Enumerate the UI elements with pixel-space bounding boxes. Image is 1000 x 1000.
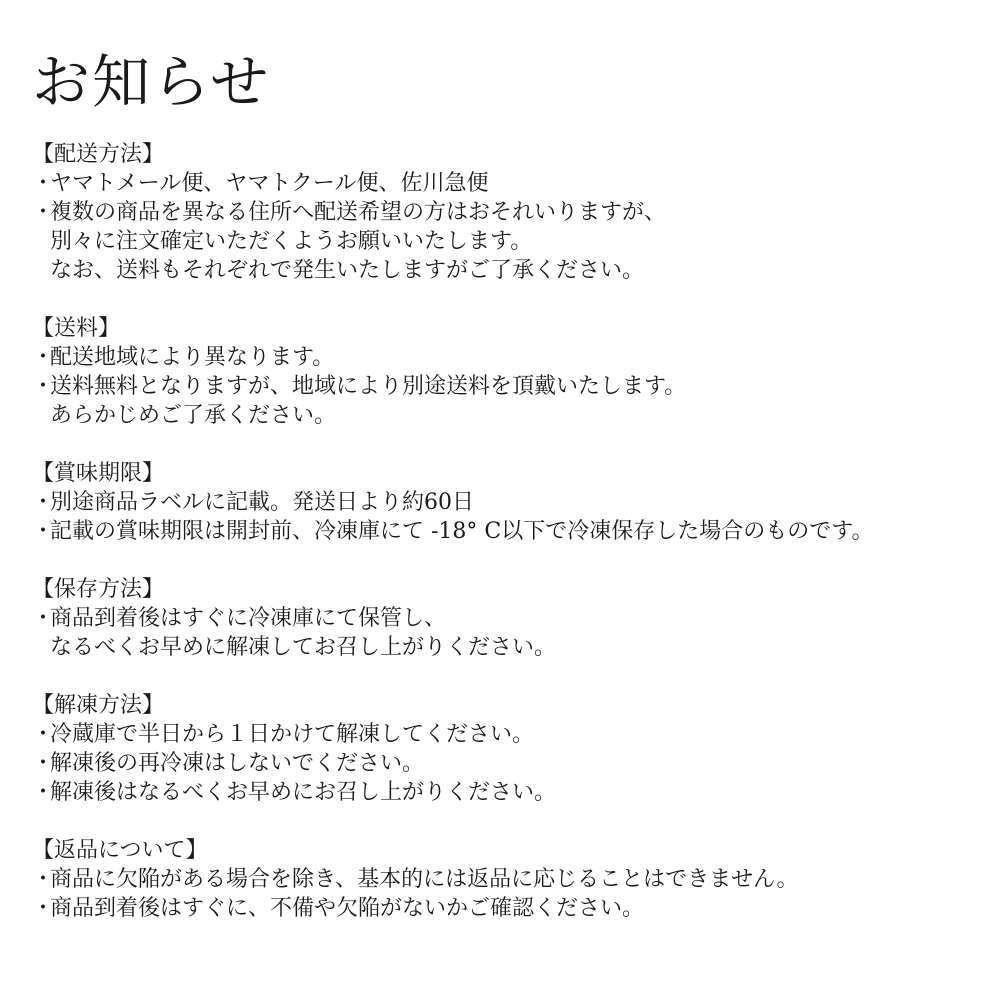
- bullet-mark: ・: [32, 780, 55, 805]
- line-text: 記載の賞味期限は開封前、冷凍庫にて -18° C以下で冷凍保存した場合のものです。: [50, 519, 874, 544]
- notice-line: [32, 198, 992, 227]
- line-text: なるべくお早めに解凍してお召し上がりください。: [50, 635, 557, 660]
- line-text: あらかじめご了承ください。: [50, 403, 337, 428]
- notice-line: [32, 227, 992, 256]
- section-heading: 【保存方法】: [32, 577, 165, 602]
- bullet-mark: ・: [32, 490, 55, 515]
- notice-line: [32, 894, 992, 923]
- bullet-mark: ・: [32, 171, 55, 196]
- line-text: 商品到着後はすぐに、不備や欠陥がないかご確認ください。: [50, 896, 645, 921]
- bullet-mark: ・: [32, 896, 55, 921]
- notice-line: [32, 604, 992, 633]
- bullet-mark: ・: [32, 345, 55, 370]
- notice-body: [32, 140, 992, 952]
- line-text: 解凍後はなるべくお早めにお召し上がりください。: [50, 780, 557, 805]
- notice-line: [32, 749, 992, 778]
- notice-section: [32, 691, 992, 807]
- notice-line: [32, 720, 992, 749]
- bullet-mark: ・: [32, 200, 55, 225]
- line-text: 商品に欠陥がある場合を除き、基本的には返品に応じることはできません。: [50, 867, 799, 892]
- section-heading: 【返品について】: [32, 838, 208, 863]
- notice-line: [32, 372, 992, 401]
- bullet-mark: ・: [32, 606, 55, 631]
- notice-section: [32, 459, 992, 546]
- section-heading: 【送料】: [32, 316, 121, 341]
- notice-line: [32, 517, 992, 546]
- section-heading: 【解凍方法】: [32, 693, 165, 718]
- bullet-mark: ・: [32, 867, 55, 892]
- bullet-mark: ・: [32, 751, 55, 776]
- notice-line: [32, 865, 992, 894]
- notice-line: [32, 343, 992, 372]
- notice-line: [32, 256, 992, 285]
- line-text: 送料無料となりますが、地域により別途送料を頂戴いたします。: [50, 374, 687, 399]
- section-heading: 【配送方法】: [32, 142, 165, 167]
- line-text: 商品到着後はすぐに冷凍庫にて保管し、: [50, 606, 447, 631]
- bullet-mark: ・: [32, 722, 55, 747]
- line-text: 別途商品ラベルに記載。発送日より約60日: [50, 490, 474, 515]
- line-text: ヤマトメール便、ヤマトクール便、佐川急便: [50, 171, 489, 196]
- notice-line: [32, 169, 992, 198]
- notice-line: [32, 633, 992, 662]
- notice-section: [32, 314, 992, 430]
- line-text: なお、送料もそれぞれで発生いたしますがご了承ください。: [50, 258, 645, 283]
- line-text: 冷蔵庫で半日から１日かけて解凍してください。: [50, 722, 535, 747]
- line-text: 複数の商品を異なる住所へ配送希望の方はおそれいりますが、: [50, 200, 667, 225]
- line-text: 別々に注文確定いただくようお願いいたします。: [50, 229, 533, 254]
- notice-section: [32, 140, 992, 285]
- page-title: お知らせ: [32, 48, 271, 116]
- bullet-mark: ・: [32, 374, 55, 399]
- section-heading: 【賞味期限】: [32, 461, 165, 486]
- line-text: 解凍後の再冷凍はしないでください。: [50, 751, 425, 776]
- notice-line: [32, 401, 992, 430]
- bullet-mark: ・: [32, 519, 55, 544]
- notice-section: [32, 836, 992, 923]
- notice-line: [32, 778, 992, 807]
- notice-section: [32, 575, 992, 662]
- line-text: 配送地域により異なります。: [50, 345, 335, 370]
- notice-line: [32, 488, 992, 517]
